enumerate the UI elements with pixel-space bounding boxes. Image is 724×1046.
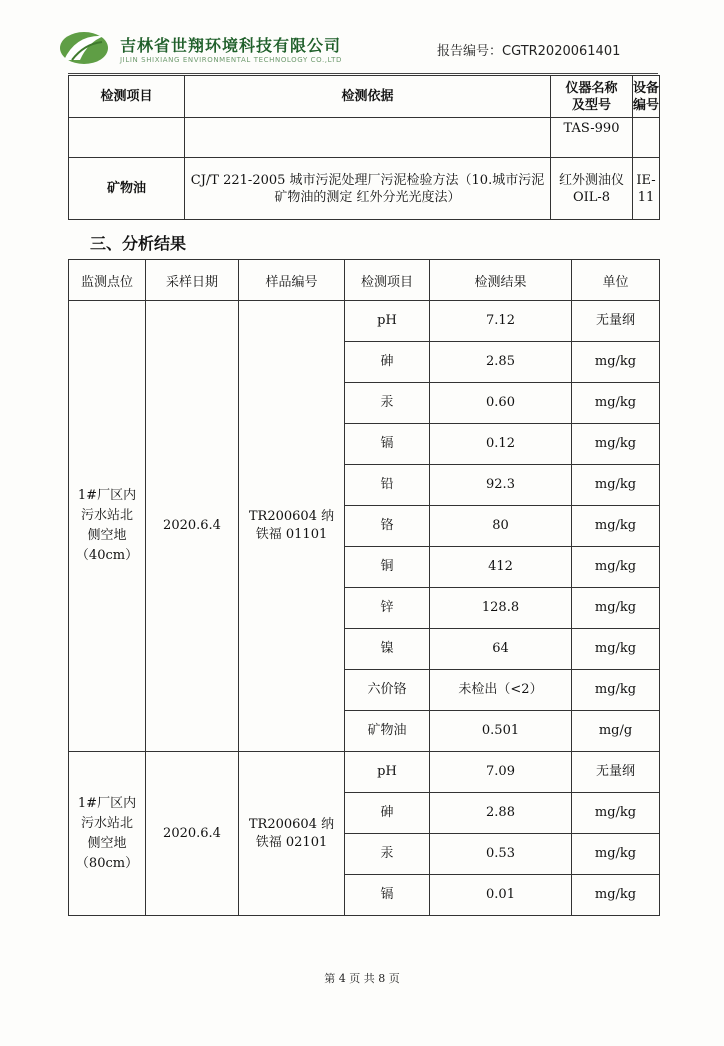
header-cell: 监测点位 (69, 260, 146, 301)
instrument-cell: TAS-990 (551, 118, 633, 158)
unit-cell: 无量纲 (572, 301, 660, 342)
item-cell: 锌 (345, 588, 430, 629)
result-cell: 2.85 (430, 342, 572, 383)
unit-cell: mg/kg (572, 834, 660, 875)
unit-cell: mg/kg (572, 424, 660, 465)
item-cell: 铅 (345, 465, 430, 506)
unit-cell: mg/kg (572, 875, 660, 916)
item-cell: 六价铬 (345, 670, 430, 711)
section-title: 三、分析结果 (90, 234, 187, 253)
header-divider (68, 73, 658, 74)
company-name-english: JILIN SHIXIANG ENVIRONMENTAL TECHNOLOGY CO.,LTD (120, 56, 343, 64)
table-row (69, 158, 660, 220)
header-cell: 采样日期 (146, 260, 239, 301)
header-cell: 检测依据 (185, 76, 551, 118)
item-cell: 铬 (345, 506, 430, 547)
basis-cell (185, 118, 551, 158)
unit-cell: mg/kg (572, 588, 660, 629)
result-cell: 0.60 (430, 383, 572, 424)
results-table (68, 259, 660, 916)
unit-cell: mg/kg (572, 342, 660, 383)
result-cell: 412 (430, 547, 572, 588)
item-cell: 矿物油 (69, 158, 185, 220)
unit-cell: mg/g (572, 711, 660, 752)
sample-id-cell: TR200604 纳铁福 01101 (239, 301, 345, 752)
method-table (68, 75, 660, 220)
result-cell: 7.12 (430, 301, 572, 342)
result-cell: 7.09 (430, 752, 572, 793)
header-cell: 检测结果 (430, 260, 572, 301)
item-cell: 砷 (345, 793, 430, 834)
report-number: 报告编号：CGTR2020061401 (437, 44, 621, 59)
result-cell: 80 (430, 506, 572, 547)
device-cell (633, 118, 660, 158)
unit-cell: mg/kg (572, 670, 660, 711)
item-cell: 镉 (345, 875, 430, 916)
unit-cell: 无量纲 (572, 752, 660, 793)
unit-cell: mg/kg (572, 793, 660, 834)
result-cell: 0.501 (430, 711, 572, 752)
result-cell: 128.8 (430, 588, 572, 629)
date-cell: 2020.6.4 (146, 301, 239, 752)
item-cell: pH (345, 752, 430, 793)
basis-cell: CJ/T 221-2005 城市污泥处理厂污泥检验方法（10.城市污泥 矿物油的测定 红外分光光度法） (185, 158, 551, 220)
location-cell: 1#厂区内污水站北侧空地（40cm） (69, 301, 146, 752)
unit-cell: mg/kg (572, 547, 660, 588)
item-cell: 砷 (345, 342, 430, 383)
method-table-header (69, 76, 660, 118)
header-cell: 仪器名称 及型号 (551, 76, 633, 118)
result-cell: 未检出（<2） (430, 670, 572, 711)
date-cell: 2020.6.4 (146, 752, 239, 916)
result-cell: 0.01 (430, 875, 572, 916)
page-footer: 第 4 页 共 8 页 (324, 972, 400, 985)
item-cell: 汞 (345, 834, 430, 875)
unit-cell: mg/kg (572, 629, 660, 670)
unit-cell: mg/kg (572, 383, 660, 424)
company-name: 吉林省世翔环境科技有限公司 (120, 36, 342, 55)
company-logo-icon (58, 30, 110, 66)
result-cell: 0.12 (430, 424, 572, 465)
item-cell (69, 118, 185, 158)
result-cell: 64 (430, 629, 572, 670)
page-header (0, 0, 724, 74)
item-cell: 镍 (345, 629, 430, 670)
result-cell: 0.53 (430, 834, 572, 875)
table-row (69, 752, 660, 793)
header-cell: 设备编号 (633, 76, 660, 118)
item-cell: 铜 (345, 547, 430, 588)
item-cell: 矿物油 (345, 711, 430, 752)
result-cell: 92.3 (430, 465, 572, 506)
header-cell: 单位 (572, 260, 660, 301)
header-cell: 样品编号 (239, 260, 345, 301)
unit-cell: mg/kg (572, 465, 660, 506)
instrument-cell: 红外测油仪 OIL-8 (551, 158, 633, 220)
table-row (69, 301, 660, 342)
sample-id-cell: TR200604 纳铁福 02101 (239, 752, 345, 916)
header-cell: 检测项目 (345, 260, 430, 301)
location-cell: 1#厂区内污水站北侧空地（80cm） (69, 752, 146, 916)
item-cell: 镉 (345, 424, 430, 465)
device-cell: IE-11 (633, 158, 660, 220)
unit-cell: mg/kg (572, 506, 660, 547)
result-cell: 2.88 (430, 793, 572, 834)
results-table-header (69, 260, 660, 301)
item-cell: pH (345, 301, 430, 342)
table-row (69, 118, 660, 158)
item-cell: 汞 (345, 383, 430, 424)
header-cell: 检测项目 (69, 76, 185, 118)
